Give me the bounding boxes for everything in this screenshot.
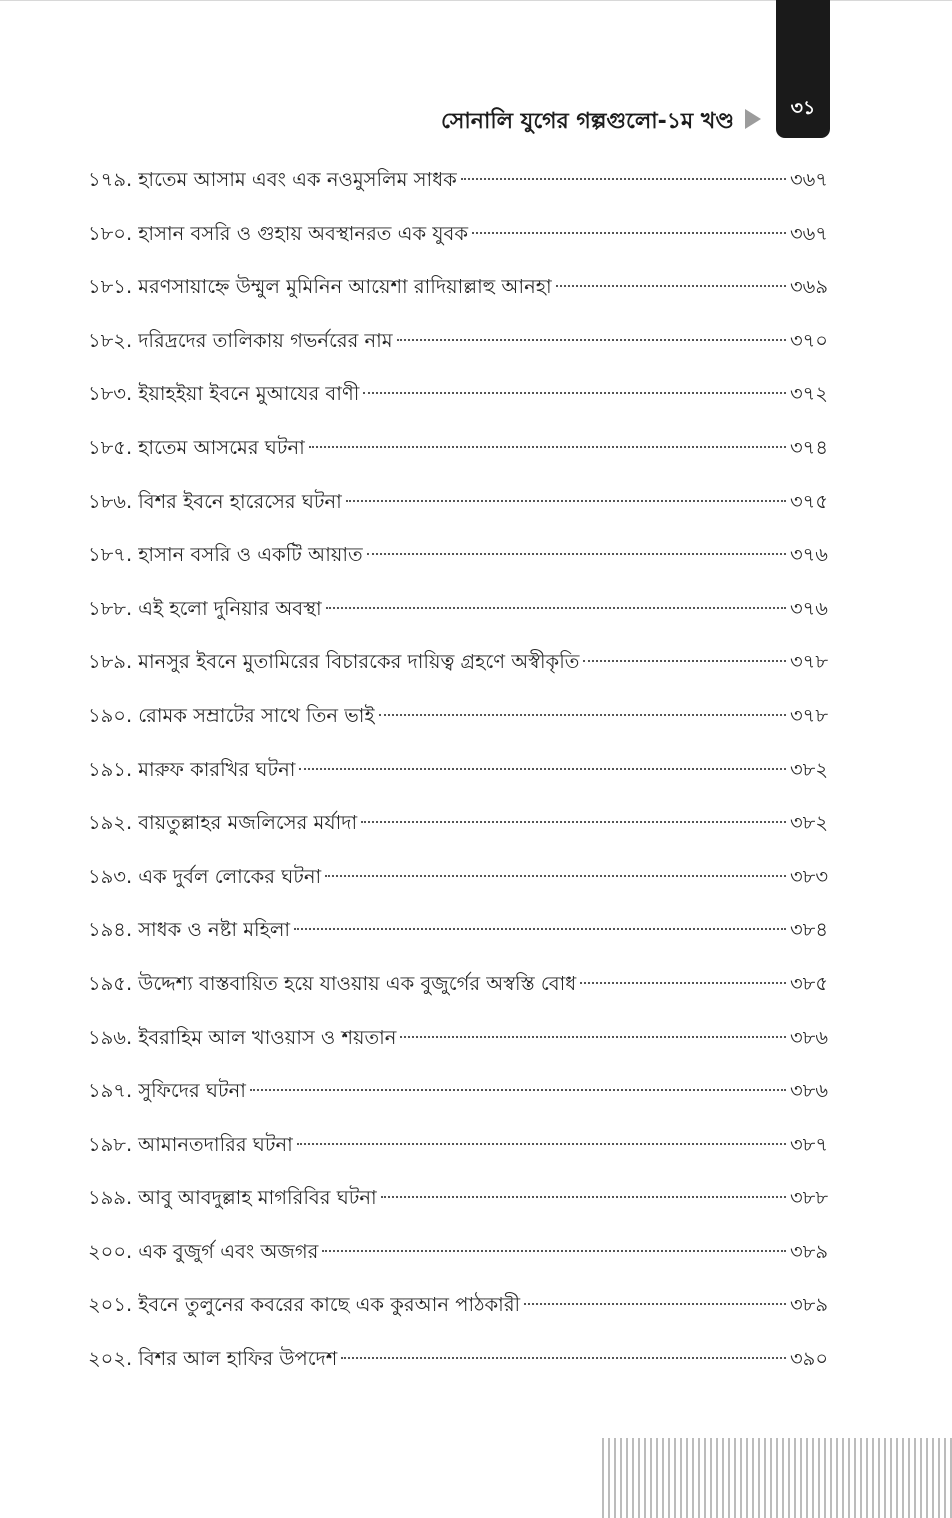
entry-page-number: ৩৮৩ bbox=[789, 864, 828, 888]
entry-page-number: ৩৮২ bbox=[789, 757, 828, 781]
entry-title: রোমক সম্রাটের সাথে তিন ভাই bbox=[138, 703, 375, 727]
entry-page-number: ৩৭৬ bbox=[789, 596, 828, 620]
entry-title: দরিদ্রদের তালিকায় গভর্নরের নাম bbox=[138, 328, 393, 352]
toc-entry bbox=[88, 314, 828, 368]
toc-entry bbox=[88, 153, 828, 207]
toc-entry bbox=[88, 367, 828, 421]
toc-entry bbox=[88, 260, 828, 314]
entry-number: ১৯৪. bbox=[88, 918, 133, 942]
entry-page-number: ৩৭৮ bbox=[789, 650, 828, 674]
entry-number: ১৯১. bbox=[88, 757, 133, 781]
entry-title: মরণসায়াহ্নে উম্মুল মুমিনিন আয়েশা রাদিয়াল্লাহু আনহা bbox=[138, 275, 552, 299]
entry-page-number: ৩৬৭ bbox=[789, 168, 828, 191]
entry-number: ১৮২. bbox=[88, 328, 133, 352]
entry-title: উদ্দেশ্য বাস্তবায়িত হয়ে যাওয়ায় এক বুজুর্গের অস্বস্তি বোধ bbox=[138, 971, 577, 995]
dot-leader bbox=[326, 607, 786, 609]
entry-page-number: ৩৮৬ bbox=[789, 1079, 828, 1103]
entry-title: সাধক ও নষ্টা মহিলা bbox=[138, 918, 291, 942]
entry-page-number: ৩৮৪ bbox=[790, 918, 828, 942]
entry-page-number: ৩৯০ bbox=[789, 1347, 828, 1371]
entry-number: ১৮৫. bbox=[88, 435, 133, 459]
entry-title: ইবনে তুলুনের কবরের কাছে এক কুরআন পাঠকারী bbox=[138, 1293, 521, 1317]
dot-leader bbox=[400, 1036, 786, 1038]
toc-entry bbox=[88, 1064, 828, 1118]
right-triangle-icon bbox=[745, 109, 761, 129]
entry-title: ইয়াহইয়া ইবনে মুআযের বাণী bbox=[138, 382, 360, 406]
dot-leader bbox=[580, 982, 786, 984]
toc-entry bbox=[88, 582, 828, 636]
entry-number: ১৮৯. bbox=[88, 650, 133, 674]
entry-number: ১৮১. bbox=[88, 275, 133, 299]
dot-leader bbox=[309, 446, 786, 448]
toc-entry bbox=[88, 957, 828, 1011]
dot-leader bbox=[524, 1303, 786, 1305]
entry-page-number: ৩৮২ bbox=[789, 811, 828, 835]
entry-title: হাতেম আসাম এবং এক নওমুসলিম সাধক bbox=[138, 168, 457, 191]
entry-page-number: ৩৭৬ bbox=[789, 543, 828, 567]
toc-entry bbox=[88, 1118, 828, 1172]
entry-page-number: ৩৮৯ bbox=[790, 1293, 828, 1317]
dot-leader bbox=[322, 1250, 786, 1252]
entry-title: মারুফ কারখির ঘটনা bbox=[138, 757, 296, 781]
entry-number: ১৮৭. bbox=[88, 543, 133, 567]
entry-page-number: ৩৬৭ bbox=[789, 221, 828, 245]
dot-leader bbox=[325, 875, 786, 877]
entry-page-number: ৩৮৬ bbox=[789, 1025, 828, 1049]
entry-title: এক বুজুর্গ এবং অজগর bbox=[138, 1239, 319, 1263]
entry-page-number: ৩৬৯ bbox=[789, 275, 828, 299]
entry-title: সুফিদের ঘটনা bbox=[138, 1079, 246, 1103]
dot-leader bbox=[556, 285, 786, 287]
entry-number: ১৯৬. bbox=[88, 1025, 133, 1049]
entry-page-number: ৩৮৫ bbox=[790, 971, 828, 995]
toc-entry bbox=[88, 207, 828, 261]
dot-leader bbox=[367, 553, 786, 555]
entry-title: বায়তুল্লাহর মজলিসের মর্যাদা bbox=[138, 811, 358, 835]
entry-page-number: ৩৭৮ bbox=[789, 703, 828, 727]
entry-title: এই হলো দুনিয়ার অবস্থা bbox=[138, 596, 322, 620]
toc-entry bbox=[88, 421, 828, 475]
toc-entry bbox=[88, 689, 828, 743]
toc-entry bbox=[88, 1332, 828, 1386]
entry-title: হাসান বসরি ও গুহায় অবস্থানরত এক যুবক bbox=[138, 221, 469, 245]
toc-entry bbox=[88, 1011, 828, 1065]
entry-number: ১৮৬. bbox=[88, 489, 133, 513]
dot-leader bbox=[341, 1357, 786, 1359]
toc-entry bbox=[88, 796, 828, 850]
decorative-stripes bbox=[602, 1438, 952, 1518]
dot-leader bbox=[294, 928, 786, 930]
dot-leader bbox=[472, 232, 786, 234]
entry-title: হাসান বসরি ও একটি আয়াত bbox=[138, 543, 363, 567]
entry-title: বিশর আল হাফির উপদেশ bbox=[138, 1347, 338, 1371]
toc-entry bbox=[88, 743, 828, 797]
entry-page-number: ৩৭২ bbox=[789, 382, 828, 406]
dot-leader bbox=[346, 500, 786, 502]
toc-entry bbox=[88, 903, 828, 957]
toc-entry bbox=[88, 635, 828, 689]
entry-page-number: ৩৭০ bbox=[789, 328, 828, 352]
entry-number: ১৯৫. bbox=[88, 971, 133, 995]
entry-number: ২০১. bbox=[88, 1293, 133, 1317]
toc-entry bbox=[88, 1278, 828, 1332]
dot-leader bbox=[299, 768, 786, 770]
toc-entry bbox=[88, 850, 828, 904]
entry-title: আমানতদারির ঘটনা bbox=[138, 1132, 293, 1156]
entry-title: আবু আবদুল্লাহ মাগরিবির ঘটনা bbox=[138, 1186, 377, 1210]
dot-leader bbox=[461, 178, 786, 180]
entry-number: ১৯৭. bbox=[88, 1079, 133, 1103]
entry-number: ১৯২. bbox=[88, 811, 133, 835]
running-title: সোনালি যুগের গল্পগুলো-১ম খণ্ড bbox=[440, 109, 734, 134]
entry-number: ১৯৮. bbox=[88, 1132, 133, 1156]
dot-leader bbox=[397, 339, 786, 341]
entry-title: ইবরাহিম আল খাওয়াস ও শয়তান bbox=[138, 1025, 397, 1049]
entry-number: ১৮৮. bbox=[88, 596, 133, 620]
entry-page-number: ৩৮৯ bbox=[790, 1239, 828, 1263]
page-number: ৩১ bbox=[790, 97, 816, 119]
entry-page-number: ৩৭৫ bbox=[789, 489, 828, 513]
dot-leader bbox=[250, 1089, 786, 1091]
entry-number: ২০০. bbox=[88, 1239, 133, 1263]
entry-number: ১৯৩. bbox=[88, 864, 133, 888]
entry-title: বিশর ইবনে হারেসের ঘটনা bbox=[138, 489, 342, 513]
entry-number: ১৯৯. bbox=[88, 1186, 133, 1210]
entry-number: ১৭৯. bbox=[88, 168, 133, 191]
table-of-contents bbox=[88, 153, 828, 1386]
entry-title: এক দুর্বল লোকের ঘটনা bbox=[138, 864, 322, 888]
entry-number: ১৯০. bbox=[88, 703, 133, 727]
entry-page-number: ৩৮৮ bbox=[790, 1186, 828, 1210]
dot-leader bbox=[381, 1196, 786, 1198]
entry-title: মানসুর ইবনে মুতামিরের বিচারকের দায়িত্ব গ্রহণে অস্বীকৃতি bbox=[138, 650, 580, 674]
dot-leader bbox=[297, 1143, 786, 1145]
entry-number: ১৮০. bbox=[88, 221, 133, 245]
entry-title: হাতেম আসমের ঘটনা bbox=[138, 435, 305, 459]
entry-page-number: ৩৮৭ bbox=[789, 1132, 828, 1156]
dot-leader bbox=[361, 821, 786, 823]
entry-page-number: ৩৭৪ bbox=[789, 435, 828, 459]
dot-leader bbox=[363, 392, 786, 394]
entry-number: ১৮৩. bbox=[88, 382, 133, 406]
toc-entry bbox=[88, 1171, 828, 1225]
toc-entry bbox=[88, 1225, 828, 1279]
dot-leader bbox=[583, 660, 786, 662]
toc-entry bbox=[88, 528, 828, 582]
toc-entry bbox=[88, 475, 828, 529]
page-number-tab bbox=[776, 0, 830, 138]
entry-number: ২০২. bbox=[88, 1347, 133, 1371]
dot-leader bbox=[379, 714, 786, 716]
